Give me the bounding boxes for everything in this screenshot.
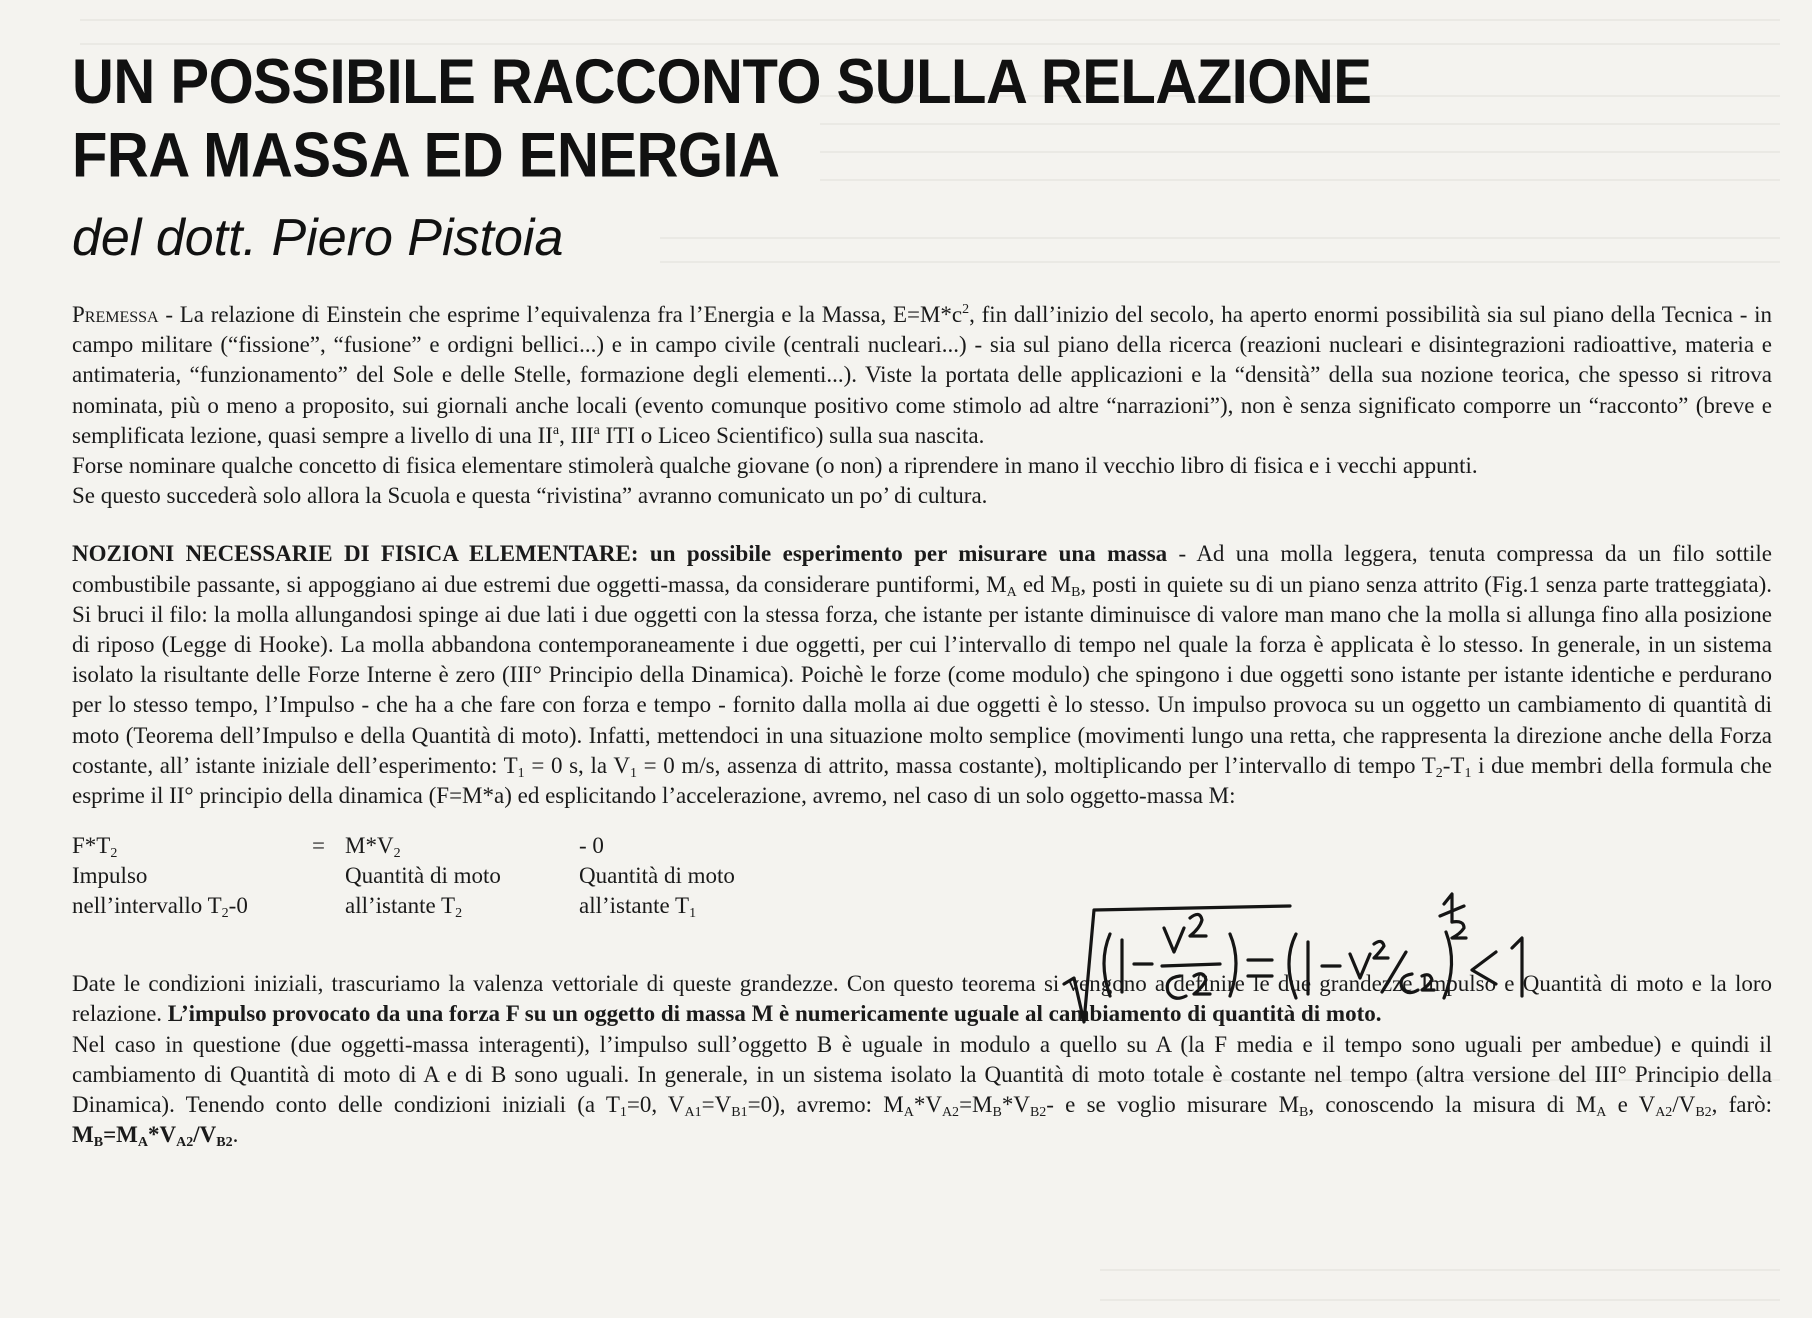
formula-initial-momentum-column: - 0 Quantità di moto all’istante $T_1$: [579, 833, 735, 922]
handwritten-lorentz-note: [1060, 892, 1560, 1032]
author-byline: del dott. Piero Pistoia: [72, 209, 564, 267]
mass-measurement-formula: $M_B=M_A*V_{A2}/V_{B2}$: [72, 1122, 233, 1151]
definition-paragraph: Date le condizioni iniziali, trascuriamo la valenza vettoriale di queste grandezze. Con questo teorema si vengono a definire le due grandezze Impulso e Quantità di moto e la loro relazione. L’impulso provocato da una forza F su un oggetto di massa M è numericamente uguale al cambiamento di quantità di moto.: [72, 971, 1772, 1027]
formula-final-momentum-column: $M*V_2$ Quantità di moto all’istante $T_2$: [345, 833, 501, 922]
premessa-paragraph: Premessa - La relazione di Einstein che esprime l’equivalenza fra l’Energia e la Massa, $E=M*c^2$, fin dall’inizio del secolo, ha aperto enormi possibilità sia sul piano della Tecnica - in campo militare (“fissione”, “fusione” e ordigni bellici...) e in campo civile (centrali nucleari...) - sia sul piano della ricerca (reazioni nucleari e disintegrazioni radioattive, materia e antimateria, “funzionamento” del Sole e delle Stelle, formazione degli elementi...). Viste la portata delle applicazioni e la “densità” della sua nozione teorica, che spesso si ritrova nominata, più o meno a proposito, sui giornali anche locali (evento comunque positivo come stimolo ad altre “narrazioni”), non è senza significato comporre un “racconto” (breve e semplificata lezione, quasi sempre a livello di una $II^a$, III$^a$ ITI o Liceo Scientifico) sulla sua nascita.: [72, 302, 1772, 448]
title-line-2: FRA MASSA ED ENERGIA: [72, 120, 780, 191]
nozioni-paragraph: NOZIONI NECESSARIE DI FISICA ELEMENTARE: un possibile esperimento per misurare una massa - Ad una molla leggera, tenuta compressa da un filo sottile combustibile passante, si appoggiano ai due estremi due oggetti-massa, da considerare puntiformi, $M_A$ ed $M_B$, posti in quiete su di un piano senza attrito (Fig.1 senza parte tratteggiata). Si bruci il filo: la molla allungandosi spinge ai due lati i due oggetti con la stessa forza, che istante per istante diminuisce di valore man mano che la molla si allunga fino alla posizione di riposo (Legge di Hooke). La molla abbandona contemporaneamente i due oggetti, per cui l’intervallo di tempo nel quale la forza è applicata è lo stesso. In generale, in un sistema isolato la risultante delle Forze Interne è zero (III° Principio della Dinamica). Poichè le forze (come modulo) che spingono i due oggetti sono istante per istante identiche e perdurano per lo stesso tempo, l’Impulso - che ha a che fare con forza e tempo - fornito dalla molla ai due oggetti è lo stesso. Un impulso provoca su un oggetto un cambiamento di quantità di moto (Teorema dell’Impulso e della Quantità di moto). Infatti, mettendoci in una situazione molto semplice (movimenti lungo una retta, che rappresenta la direzione anche della Forza costante, all’ istante iniziale dell’esperimento: $T_1 = 0$ s, la $V_1 = 0$ m/s, assenza di attrito, massa costante), moltiplicando per l’intervallo di tempo $T_2-T_1$ i due membri della formula che esprime il II° principio della dinamica (F=M*a) ed esplicitando l’accelerazione, avremo, nel caso di un solo oggetto-massa M:: [72, 541, 1772, 809]
article-title: [72, 46, 1371, 193]
premessa-lead: Premessa: [72, 302, 159, 327]
premessa-paragraph-2: Forse nominare qualche concetto di fisica elementare stimolerà qualche giovane (o non) a riprendere in mano il vecchio libro di fisica e i vecchi appunti.: [72, 453, 1478, 479]
nozioni-heading: NOZIONI NECESSARIE DI FISICA ELEMENTARE: un possibile esperimento per misurare una massa: [72, 541, 1168, 567]
premessa-paragraph-3: Se questo succederà solo allora la Scuola e questa “rivistina” avranno comunicato un po’ di cultura.: [72, 483, 988, 509]
formula-impulse-column: $F*T_2$ Impulso nell’intervallo $T_2-0$: [72, 833, 248, 922]
title-line-1: UN POSSIBILE RACCONTO SULLA RELAZIONE: [72, 47, 1372, 118]
conservation-paragraph: Nel caso in questione (due oggetti-massa interagenti), l’impulso sull’oggetto B è uguale in modulo a quello su A (la F media e il tempo sono uguali per ambedue) e quindi il cambiamento di Quantità di moto di A e di B sono uguali. In generale, in un sistema isolato la Quantità di moto totale è costante nel tempo (altra versione del III° Principio della Dinamica). Tenendo conto delle condizioni iniziali (a $T_1=0$, $V_{A1}=V_{B1}=0$), avremo: $M_A*V_{A2}=M_B*V_{B2}-$ e se voglio misurare $M_B$, conoscendo la misura di $M_A$ e $V_{A2}/V_{B2}$, farò: $M_B=M_A*V_{A2}/V_{B2}$.: [72, 1031, 1773, 1151]
formula-equals: =: [312, 833, 325, 859]
impulse-definition: L’impulso provocato da una forza F su un oggetto di massa M è numericamente uguale al cambiamento di quantità di moto.: [167, 1001, 1382, 1027]
